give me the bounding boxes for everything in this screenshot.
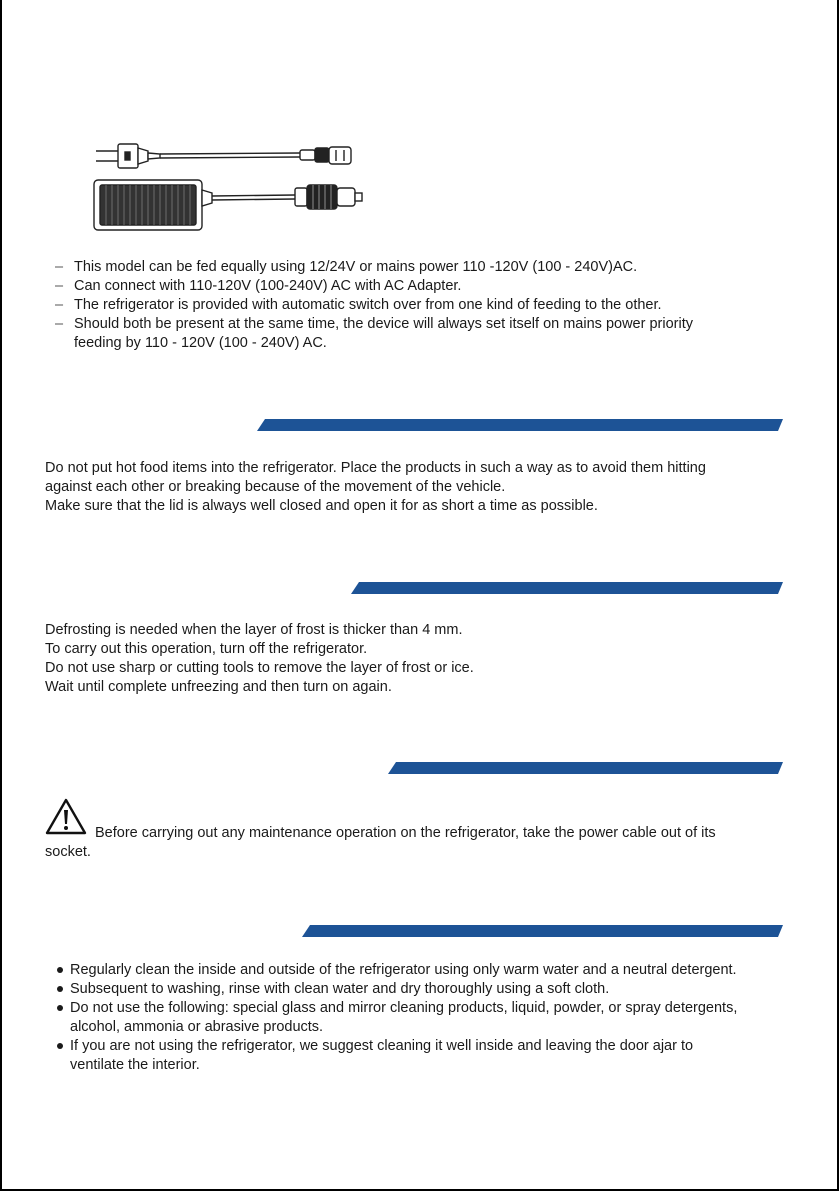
cleaning-list (55, 961, 825, 1075)
section-header-bar (302, 925, 783, 937)
power-cables-illustration (90, 138, 365, 233)
page-border-left (0, 0, 2, 1191)
maintenance-warning-text: Before carrying out any maintenance operation on the refrigerator, take the power cable out of its socket. (45, 825, 716, 860)
list-item: Do not use the following: special glass and mirror cleaning products, liquid, powder, or spray detergents, alcohol, ammonia or abrasive products. (55, 999, 825, 1037)
ac-cord-icon (96, 144, 351, 168)
list-item: – Can connect with 110-120V (100-240V) AC with AC Adapter. (55, 278, 462, 294)
section-header-bar (351, 582, 783, 594)
ac-adapter-icon (94, 180, 362, 230)
power-feeding-list (55, 258, 693, 353)
defrost-paragraph: Defrosting is needed when the layer of frost is thicker than 4 mm. To carry out this operation, turn off the refrigerator. Do not use sharp or cutting tools to remove the layer of frost or ice. Wait until complete unfreezing and then turn on again. (45, 622, 474, 695)
list-item: Subsequent to washing, rinse with clean water and dry thoroughly using a soft cloth. (55, 980, 825, 999)
section-header-bar (257, 419, 783, 431)
list-item: If you are not using the refrigerator, we suggest cleaning it well inside and leaving the door ajar to ventilate the interior. (55, 1037, 825, 1075)
list-item: – The refrigerator is provided with automatic switch over from one kind of feeding to the other. (55, 297, 662, 313)
list-item: Regularly clean the inside and outside of the refrigerator using only warm water and a neutral detergent. (55, 961, 825, 980)
list-item: – Should both be present at the same time, the device will always set itself on mains power priority feeding by 110 - 120V (100 - 240V) AC. (55, 316, 693, 351)
storage-paragraph: Do not put hot food items into the refrigerator. Place the products in such a way as to avoid them hitting against each other or breaking because of the movement of the vehicle. Make sure that the lid is always well closed and open it for as short a time as possible. (45, 460, 706, 514)
section-header-bar (388, 762, 783, 774)
list-item: – This model can be fed equally using 12/24V or mains power 110 -120V (100 - 240V)AC. (55, 259, 638, 275)
